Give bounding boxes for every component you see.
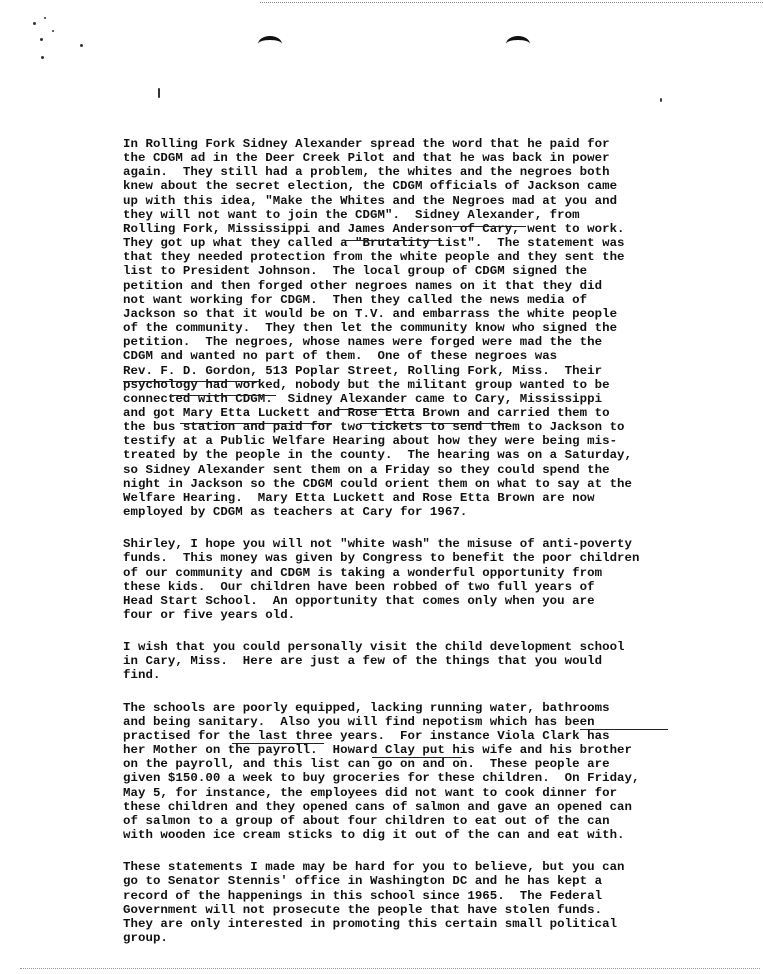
paragraph-visit-school: I wish that you could personally visit the child development school in Cary, Miss. Here are just a few of the things that you would find.: [123, 640, 625, 683]
handwritten-underline: [180, 423, 332, 424]
scan-speck: [44, 17, 46, 19]
handwritten-underline: [123, 381, 259, 382]
paragraph-white-wash: Shirley, I hope you will not "white wash" the misuse of anti-poverty funds. This money was given by Congress to benefit the poor children of our community and CDGM is taking a wonderful opportunity from these kids. Our children have been robbed of two full years of Head Start School. An opportunity that comes only when you are four or five years old.: [123, 537, 640, 622]
scan-bottom-edge: [20, 968, 760, 969]
punch-hole-mark-left: [258, 36, 282, 52]
scan-speck: [52, 30, 54, 32]
handwritten-underline: [372, 757, 462, 758]
handwritten-underline: [580, 729, 668, 730]
handwritten-underline: [344, 240, 442, 241]
handwritten-underline: [360, 423, 508, 424]
scan-speck: [33, 22, 36, 25]
paragraph-stennis: These statements I made may be hard for you to believe, but you can go to Senator Stennis' office in Washington DC and he has kept a record of the happenings in this school since 1965. The Federal Government will not prosecute the people that have stolen funds. They are only interested in promoting this certain small political group.: [123, 860, 625, 945]
letter-body: [123, 137, 723, 963]
paragraph-nepotism: The schools are poorly equipped, lacking running water, bathrooms and being sanitary. Also you will find nepotism which has been practised for the last three years. For instance Viola Clark has her Mother on the payroll. Howard Clay put his wife and his brother on the payroll, and this list can go on and on. These people are given $150.00 a week to buy groceries for these children. On Friday, May 5, for instance, the employees did not want to cook dinner for these children and they opened cans of salmon and gave an opened can of salmon to a group of about four children to eat out of the can with wooden ice cream sticks to dig it out of the can and eat with.: [123, 700, 640, 843]
punch-hole-mark-right: [506, 36, 530, 52]
handwritten-underline: [172, 395, 276, 396]
handwritten-underline: [452, 226, 526, 227]
scan-speck: [158, 88, 160, 98]
paragraph-rolling-fork: In Rolling Fork Sidney Alexander spread the word that he paid for the CDGM ad in the Deer Creek Pilot and that he was back in power again. They still had a problem, the whites and the negroes both knew about the secret election, the CDGM officials of Jackson came up with this idea, "Make the Whites and the Negroes mad at you and they will not want to join the CDGM". Sidney Alexander, from Rolling Fork, Mississippi and James Anderson of Cary, went to work. They got up what they called a "Brutality List". The statement was that they needed protection from the white people and they sent the list to President Johnson. The local group of CDGM signed the petition and then forged other negroes names on it that they did not want working for CDGM. Then they called the news media of Jackson so that it would be on T.V. and embarrass the white people of the community. They then let the community know who signed the petition. The negroes, whose names were forged were mad the the CDGM and wanted no part of them. One of these negroes was Rev. F. D. Gordon, 513 Poplar Street, Rolling Fork, Miss. Their psychology had worked, nobody but the militant group wanted to be connected with CDGM. Sidney Alexander came to Cary, Mississippi and got Mary Etta Luckett and Rose Etta Brown and carried them to the bus station and paid for two tickets to send them to Jackson to testify at a Public Welfare Hearing about how they were being mis- treated by the people in the county. The hearing was on a Saturday, so Sidney Alexander sent them on a Friday so they could spend the night in Jackson so the CDGM could orient them on what to say at the Welfare Hearing. Mary Etta Luckett and Rose Etta Brown are now employed by CDGM as teachers at Cary for 1967.: [123, 137, 633, 520]
handwritten-underline: [232, 743, 324, 744]
handwritten-underline: [336, 409, 414, 410]
scan-top-edge: [260, 2, 763, 3]
scan-speck: [80, 44, 83, 47]
scan-speck: [40, 38, 43, 41]
scan-speck: [41, 56, 44, 59]
scan-speck: [660, 98, 662, 102]
